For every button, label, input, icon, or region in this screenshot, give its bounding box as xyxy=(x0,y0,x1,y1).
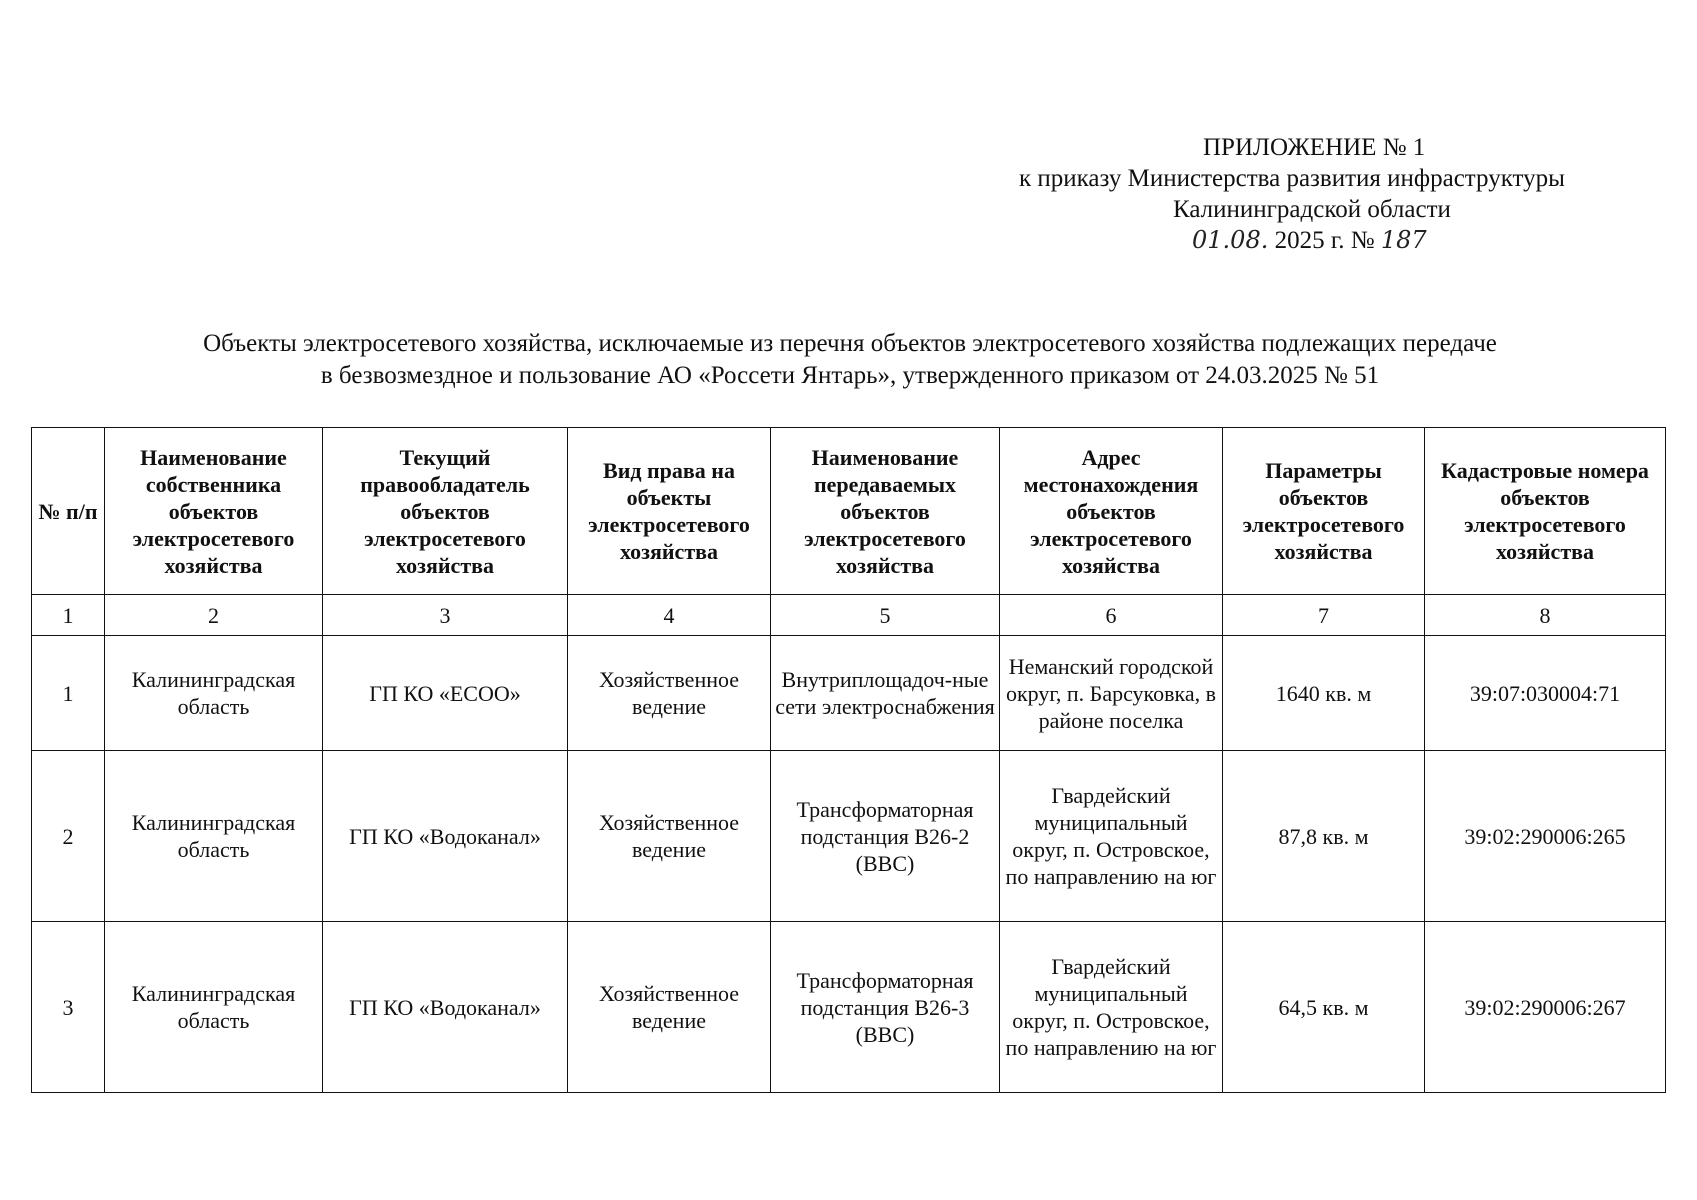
header-cell: Адрес местонахождения объектов электросетевого хозяйства xyxy=(1000,428,1223,595)
table-row xyxy=(32,922,1666,1093)
appendix-order-line: к приказу Министерства развития инфраструктуры xyxy=(1019,165,1565,192)
address-cell: Гвардейский муниципальный округ, п. Островское, по направлению на юг xyxy=(1000,751,1223,922)
params-cell: 64,5 кв. м xyxy=(1223,922,1425,1093)
header-cell: Наименование собственника объектов электросетевого хозяйства xyxy=(105,428,323,595)
object-cell: Трансформаторная подстанция В26-2 (ВВС) xyxy=(771,751,1000,922)
address-cell: Неманский городской округ, п. Барсуковка, в районе поселка xyxy=(1000,636,1223,751)
header-cell: Текущий правообладатель объектов электросетевого хозяйства xyxy=(323,428,568,595)
column-number: 5 xyxy=(771,595,1000,636)
header-cell: Наименование передаваемых объектов электросетевого хозяйства xyxy=(771,428,1000,595)
holder-cell: ГП КО «Водоканал» xyxy=(323,922,568,1093)
header-cell: Кадастровые номера объектов электросетевого хозяйства xyxy=(1425,428,1666,595)
owner-cell: Калининградская область xyxy=(105,922,323,1093)
holder-cell: ГП КО «ЕСОО» xyxy=(323,636,568,751)
row-number: 2 xyxy=(32,751,105,922)
table-row xyxy=(32,751,1666,922)
right-cell: Хозяйственное ведение xyxy=(568,922,771,1093)
address-cell: Гвардейский муниципальный округ, п. Островское, по направлению на юг xyxy=(1000,922,1223,1093)
table-header-row xyxy=(32,428,1666,595)
header-cell: Вид права на объекты электросетевого хозяйства xyxy=(568,428,771,595)
row-number: 1 xyxy=(32,636,105,751)
column-number: 7 xyxy=(1223,595,1425,636)
handwritten-number: 187 xyxy=(1380,226,1427,254)
holder-cell: ГП КО «Водоканал» xyxy=(323,751,568,922)
column-number: 1 xyxy=(32,595,105,636)
owner-cell: Калининградская область xyxy=(105,751,323,922)
owner-cell: Калининградская область xyxy=(105,636,323,751)
column-number: 4 xyxy=(568,595,771,636)
column-number: 8 xyxy=(1425,595,1666,636)
document-title-line2: в безвозмездное и пользование АО «Россети Янтарь», утвержденного приказом от 24.03.2025 № 51 xyxy=(320,362,1380,389)
appendix-title: ПРИЛОЖЕНИЕ № 1 xyxy=(1203,134,1426,161)
document-title xyxy=(40,328,1660,392)
column-number-row xyxy=(32,595,1666,636)
column-number: 2 xyxy=(105,595,323,636)
object-cell: Трансформаторная подстанция В26-3 (ВВС) xyxy=(771,922,1000,1093)
cadastral-cell: 39:02:290006:267 xyxy=(1425,922,1666,1093)
table-row xyxy=(32,636,1666,751)
cadastral-cell: 39:07:030004:71 xyxy=(1425,636,1666,751)
params-cell: 87,8 кв. м xyxy=(1223,751,1425,922)
header-cell: № п/п xyxy=(32,428,105,595)
object-cell: Внутриплощадоч-ные сети электроснабжения xyxy=(771,636,1000,751)
cadastral-cell: 39:02:290006:265 xyxy=(1425,751,1666,922)
document-title-line1: Объекты электросетевого хозяйства, исключаемые из перечня объектов электросетевого хозяйства подлежащих передаче xyxy=(203,330,1497,357)
row-number: 3 xyxy=(32,922,105,1093)
appendix-region-line: Калининградской области xyxy=(1173,196,1451,223)
appendix-date-line xyxy=(1192,225,1427,256)
right-cell: Хозяйственное ведение xyxy=(568,636,771,751)
params-cell: 1640 кв. м xyxy=(1223,636,1425,751)
column-number: 6 xyxy=(1000,595,1223,636)
handwritten-date: 01.08. xyxy=(1192,226,1269,254)
column-number: 3 xyxy=(323,595,568,636)
date-year: 2025 г. № xyxy=(1274,227,1375,254)
header-cell: Параметры объектов электросетевого хозяйства xyxy=(1223,428,1425,595)
objects-table xyxy=(31,427,1666,1093)
right-cell: Хозяйственное ведение xyxy=(568,751,771,922)
